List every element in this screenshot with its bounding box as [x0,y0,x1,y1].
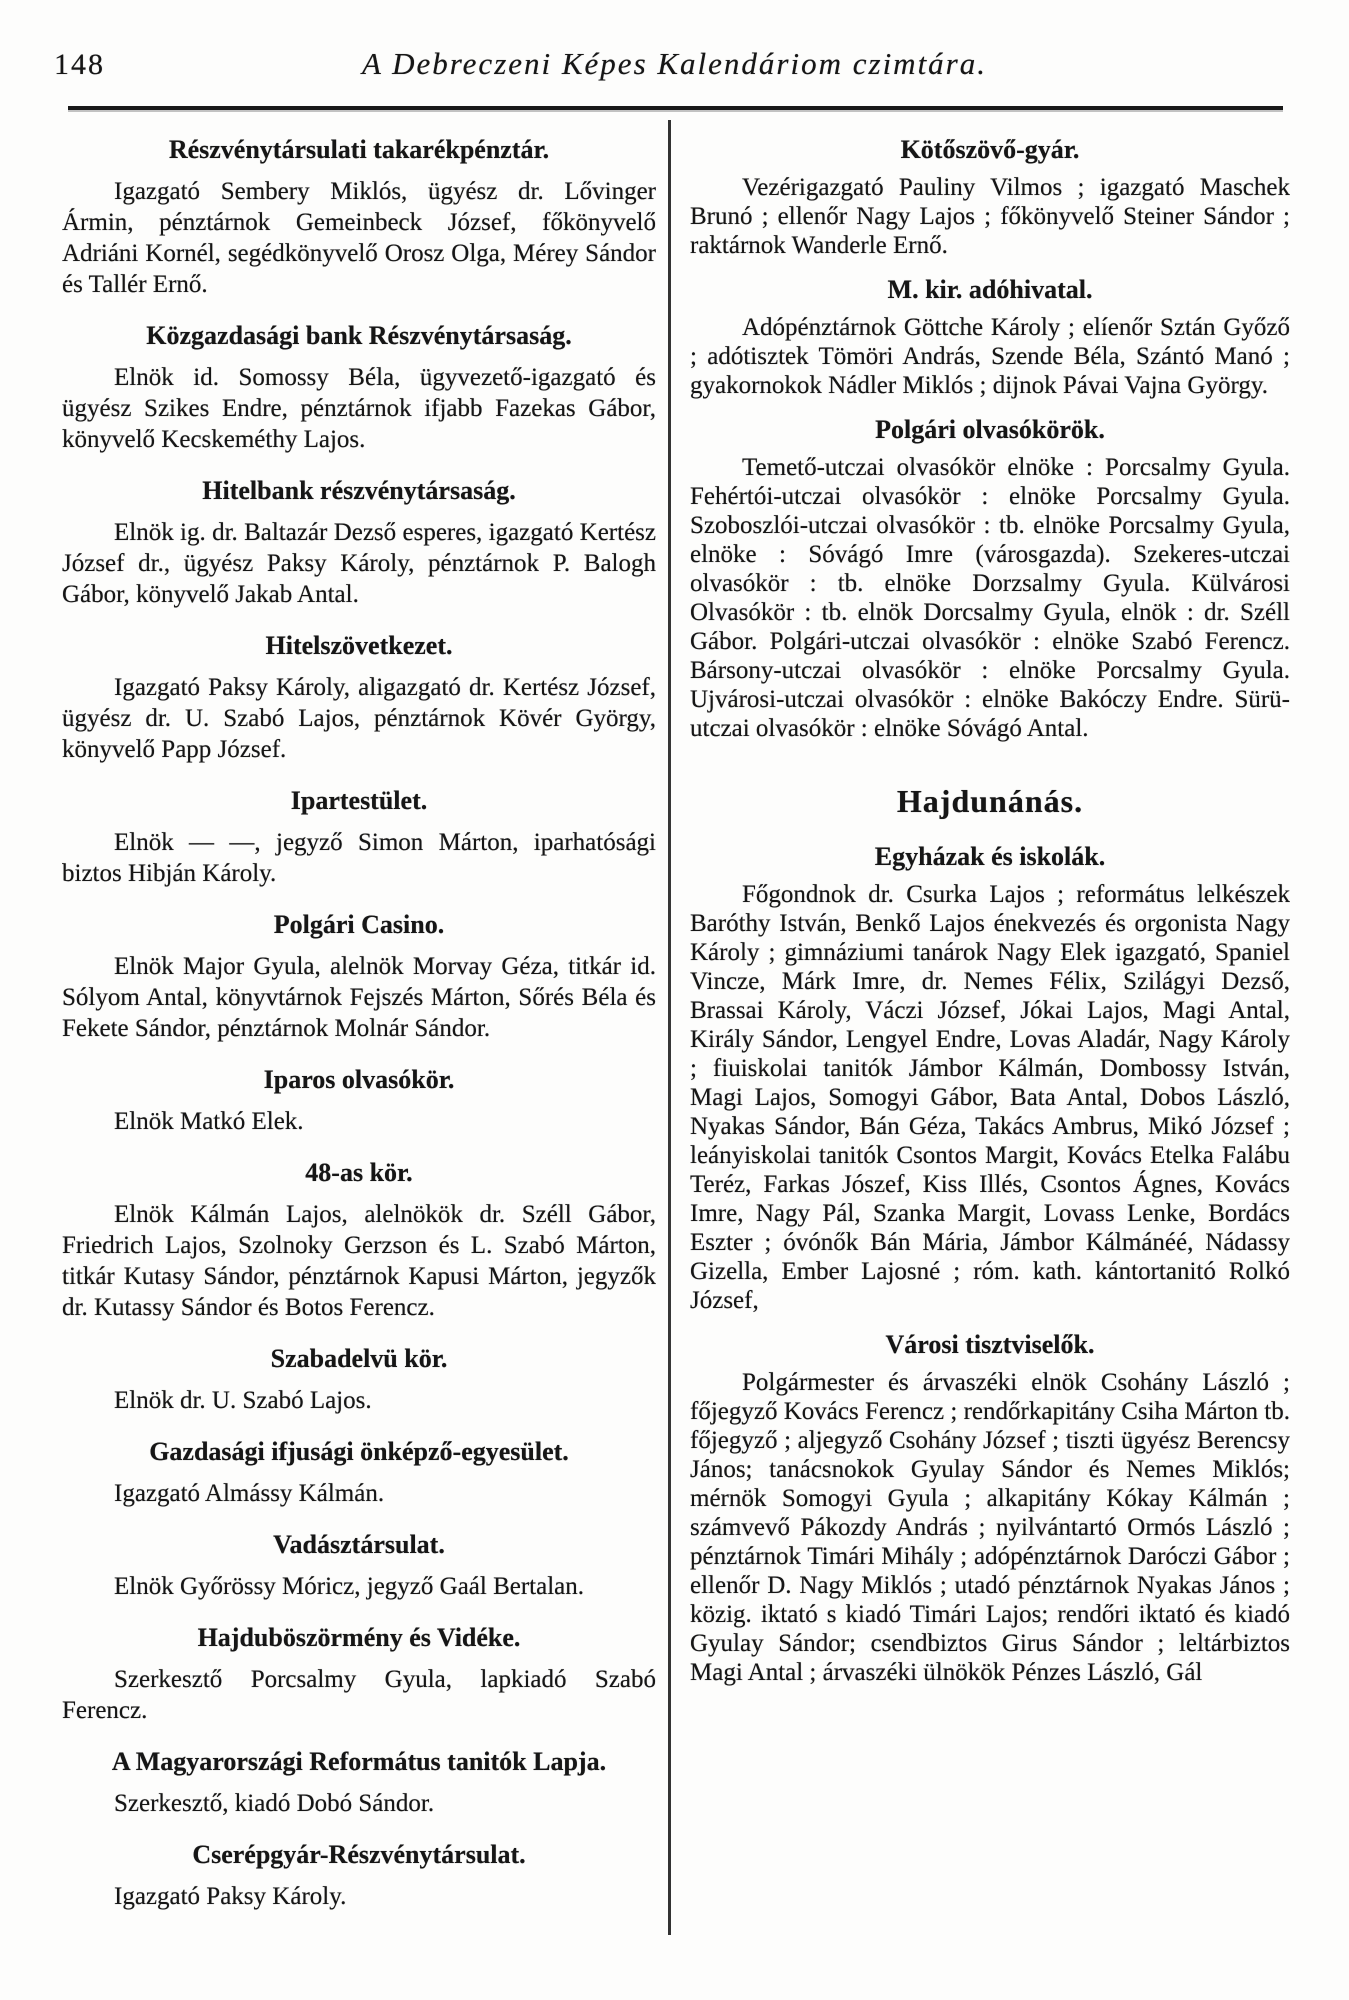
section-heading: Polgári olvasókörök. [875,415,1105,444]
section-body: Igazgató Sembery Miklós, ügyész dr. Lővinger Ármin, pénztárnok Gemeinbeck József, főkönyvelő Adriáni Kornél, segédkönyvelő Orosz Olga, Mérey Sándor és Tallér Ernő. [62,178,656,298]
section-heading: M. kir. adóhivatal. [887,275,1093,304]
section-body: Igazgató Almássy Kálmán. [114,1480,385,1507]
directory-section [62,785,656,889]
directory-section [62,630,656,765]
town-heading: Hajdunánás. [896,783,1084,819]
section-heading: Szabadelvü kör. [270,1344,448,1373]
section-body: Adópénztárnok Göttche Károly ; elíenőr Sztán Győző ; adótisztek Tömöri András, Szende Béla, Szántó Manó ; gyakornokok Nádler Miklós ; dijnok Pávai Vajna György. [690,314,1290,399]
section-body: Főgondnok dr. Csurka Lajos ; református lelkészek Baróthy István, Benkő Lajos énekvezés és orgonista Nagy Károly ; gimnáziumi tanárok Nagy Elek igazgató, Spaniel Vincze, Márk Imre, dr. Nemes Félix, Szilágyi Dezső, Brassai Károly, Váczi József, Jókai Lajos, Magi Antal, Király Sándor, Lengyel Endre, Lovas Aladár, Nagy Károly ; fiuiskolai tanitók Jámbor Kálmán, Dombossy István, Magi Lajos, Somogyi Gábor, Bata Antal, Dobos László, Nyakas Sándor, Bán Géza, Takács Ambrus, Mikó József ; leányiskolai tanitók Csontos Margit, Kovács Etelka Falábu Teréz, Farkas Jószef, Kiss Illés, Csontos Ágnes, Kovács Imre, Nagy Pál, Szanka Margit, Lovass Lenke, Bordács Eszter ; óvónők Bán Mária, Jámbor Kálmánéé, Nádassy Gizella, Ember Lajosné ; róm. kath. kántortanitó Rolkó József, [690,881,1290,1314]
directory-section [62,1157,656,1323]
directory-section [62,475,656,610]
section-heading: 48-as kör. [305,1158,413,1187]
section-heading: Iparos olvasókör. [263,1065,455,1094]
directory-section [62,1529,656,1602]
section-heading: Városi tisztviselők. [885,1330,1095,1359]
directory-section [690,414,1290,743]
running-title: A Debreczeni Képes Kalendáriom czimtára. [361,46,987,81]
section-heading: Hajduböszörmény és Vidéke. [197,1623,521,1652]
section-body: Elnök Kálmán Lajos, alelnökök dr. Széll Gábor, Friedrich Lajos, Szolnoky Gerzson és L. Szabó Márton, titkár Kutasy Sándor, pénztárnok Kapusi Márton, jegyzők dr. Kutassy Sándor és Botos Ferencz. [62,1201,656,1321]
section-body: Elnök — —, jegyző Simon Márton, iparhatósági biztos Hibján Károly. [62,829,656,887]
section-heading: Hitelszövetkezet. [265,631,453,660]
section-body: Elnök Győrössy Móricz, jegyző Gaál Bertalan. [114,1573,585,1600]
section-body: Polgármester és árvaszéki elnök Csohány László ; főjegyző Kovács Ferencz ; rendőrkapitány Csiha Márton tb. főjegyző ; aljegyző Csohány József ; tiszti ügyész Berencsy János; tanácsnokok Gyulay Sándor és Nemes Miklós; mérnök Somogyi Gyula ; alkapitány Kókay Kálmán ; számvevő Pákozdy András ; nyilvántartó Ormós László ; pénztárnok Timári Mihály ; adópénztárnok Daróczi Gábor ; ellenőr D. Nagy Miklós ; utadó pénztárnok Nyakas János ; közig. iktató s kiadó Timári Lajos; rendőri iktató és kiadó Gyulay Sándor; csendbiztos Girus Sándor ; leltárbiztos Magi Antal ; árvaszéki ülnökök Pénzes László, Gál [690,1369,1290,1686]
left-column [62,118,656,1980]
directory-section [690,274,1290,400]
section-heading: Részvénytársulati takarékpénztár. [168,135,550,164]
directory-section [62,909,656,1044]
directory-section [62,134,656,300]
section-heading: Vadásztársulat. [273,1530,445,1559]
section-heading: Egyházak és iskolák. [874,842,1106,871]
right-column [690,118,1290,1990]
directory-section [62,1343,656,1416]
section-body: Igazgató Paksy Károly, aligazgató dr. Kertész József, ügyész dr. U. Szabó Lajos, pénztárnok Kövér György, könyvelő Papp József. [62,674,656,763]
section-body: Elnök dr. U. Szabó Lajos. [114,1387,372,1414]
section-body: Szerkesztő Porcsalmy Gyula, lapkiadó Szabó Ferencz. [62,1666,656,1724]
column-divider [668,120,671,1935]
directory-section [62,1746,656,1819]
section-heading: Kötőszövő-gyár. [900,135,1080,164]
directory-section [62,1839,656,1912]
section-body: Elnök id. Somossy Béla, ügyvezető-igazgató és ügyész Szikes Endre, pénztárnok ifjabb Fazekas Gábor, könyvelő Kecskeméthy Lajos. [62,364,656,453]
section-heading: Ipartestület. [290,786,428,815]
directory-section [690,134,1290,260]
section-body: Szerkesztő, kiadó Dobó Sándor. [114,1790,435,1817]
section-body: Elnök Major Gyula, alelnök Morvay Géza, titkár id. Sólyom Antal, könyvtárnok Fejszés Márton, Sőrés Béla és Fekete Sándor, pénztárnok Molnár Sándor. [62,953,656,1042]
directory-section [62,320,656,455]
town-section [690,783,1290,819]
section-heading: Hitelbank részvénytársaság. [202,476,516,505]
section-body: Igazgató Paksy Károly. [114,1883,347,1910]
directory-section [690,841,1290,1315]
section-body: Vezérigazgató Pauliny Vilmos ; igazgató Maschek Brunó ; ellenőr Nagy Lajos ; főkönyvelő Steiner Sándor ; raktárnok Wanderle Ernő. [690,174,1290,259]
section-heading: Gazdasági ifjusági önképző-egyesület. [149,1437,569,1466]
directory-section [690,1329,1290,1687]
section-heading: Cserépgyár-Részvénytársulat. [192,1840,526,1869]
section-heading: Polgári Casino. [273,910,445,939]
section-body: Temető-utczai olvasókör elnöke : Porcsalmy Gyula. Fehértói-utczai olvasókör : elnöke Porcsalmy Gyula. Szoboszlói-utczai olvasókör : tb. elnöke Porcsalmy Gyula, elnöke : Sóvágó Imre (városgazda). Szekeres-utczai olvasókör : tb. elnöke Dorzsalmy Gyula. Külvárosi Olvasókör : tb. elnök Dorcsalmy Gyula, elnök : dr. Széll Gábor. Polgári-utczai olvasókör : elnöke Szabó Ferencz. Bársony-utczai olvasókör : elnöke Porcsalmy Gyula. Ujvárosi-utczai olvasókör : elnöke Bakóczy Endre. Sürü-utczai olvasókör : elnöke Sóvágó Antal. [690,454,1290,742]
directory-section [62,1064,656,1137]
section-heading: Közgazdasági bank Részvénytársaság. [146,321,572,350]
section-body: Elnök Matkó Elek. [114,1108,304,1135]
page-number: 148 [54,48,105,81]
section-body: Elnök ig. dr. Baltazár Dezső esperes, igazgató Kertész József dr., ügyész Paksy Károly, pénztárnok P. Balogh Gábor, könyvelő Jakab Antal. [62,519,656,608]
directory-section [62,1436,656,1509]
directory-section [62,1622,656,1726]
header-rule [68,106,1283,110]
section-heading: A Magyarországi Református tanitók Lapja. [111,1747,607,1776]
